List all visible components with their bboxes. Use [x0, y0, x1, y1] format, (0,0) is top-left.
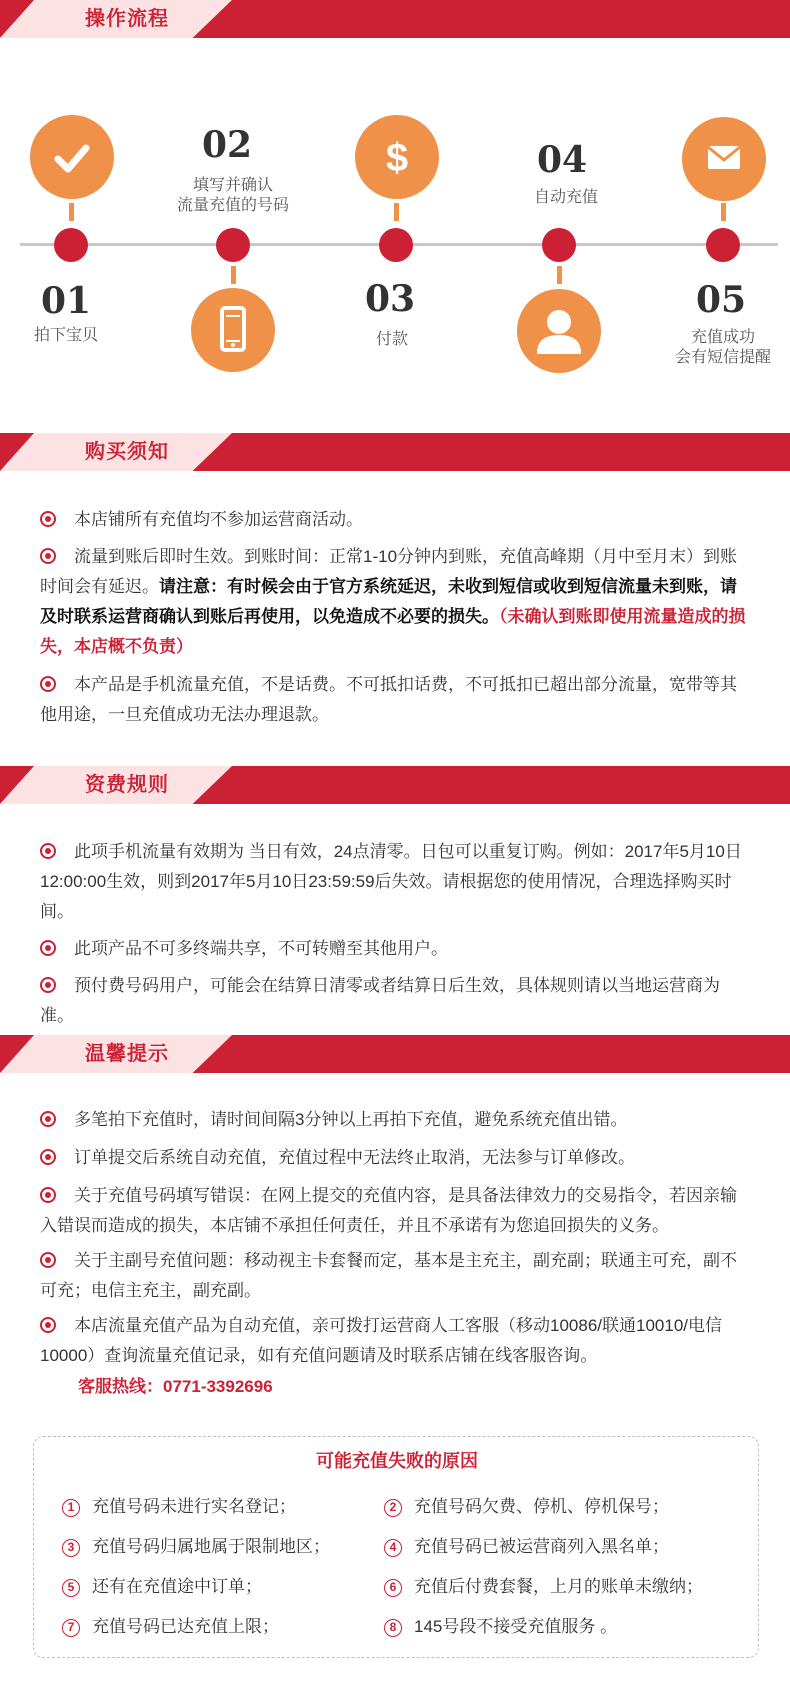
step-label: 付款 — [375, 331, 408, 348]
timeline-dot — [379, 228, 413, 262]
bullet-icon — [40, 1252, 56, 1268]
timeline-dot — [542, 228, 576, 262]
step-label: 填写并确认 — [192, 177, 273, 194]
tips-item: 多笔拍下充值时，请时间间隔3分钟以上再拍下充值，避免系统充值出错。 — [40, 1105, 750, 1135]
step-number: 03 — [364, 278, 416, 320]
bullet-icon — [40, 1111, 56, 1127]
step-label: 拍下宝贝 — [33, 327, 98, 344]
timeline-dot — [216, 228, 250, 262]
bullet-icon — [40, 1149, 56, 1165]
failure-reasons-box — [33, 1436, 759, 1658]
section-title: 温馨提示 — [85, 1043, 169, 1065]
bullet-icon — [40, 1187, 56, 1203]
reason-item: 4 充值号码已被运营商列入黑名单； — [384, 1535, 669, 1559]
step-number: 02 — [201, 124, 253, 166]
bullet-icon — [40, 676, 56, 692]
tips-item: 订单提交后系统自动充值，充值过程中无法终止取消，无法参与订单修改。 — [40, 1143, 750, 1173]
box-title: 可能充值失败的原因 — [316, 1451, 478, 1471]
envelope-icon — [682, 117, 766, 201]
step-label: 流量充值的号码 — [176, 197, 289, 214]
reason-item: 3 充值号码归属地属于限制地区； — [62, 1535, 330, 1559]
step-number: 04 — [536, 139, 588, 181]
phone-icon — [191, 288, 275, 372]
user-icon — [517, 289, 601, 373]
reason-item: 1 充值号码未进行实名登记； — [62, 1495, 296, 1519]
bullet-icon — [40, 511, 56, 527]
check-icon — [30, 115, 114, 199]
section-title: 操作流程 — [85, 8, 169, 30]
bullet-icon — [40, 548, 56, 564]
bullet-icon — [40, 843, 56, 859]
fee-item: 此项产品不可多终端共享，不可转赠至其他用户。 — [40, 934, 750, 964]
notice-item: 本店铺所有充值均不参加运营商活动。 — [40, 505, 750, 535]
reason-item: 2 充值号码欠费、停机、停机保号； — [384, 1495, 669, 1519]
step-label: 自动充值 — [533, 189, 598, 206]
step-label: 充值成功 — [690, 329, 755, 346]
timeline-dot — [54, 228, 88, 262]
timeline-dot — [706, 228, 740, 262]
section-header-tips — [0, 1035, 790, 1073]
step-number: 05 — [695, 279, 747, 321]
section-title: 资费规则 — [85, 774, 169, 796]
bullet-icon — [40, 940, 56, 956]
step-label: 会有短信提醒 — [674, 349, 771, 366]
tips-item: 关于主副号充值问题：移动视主卡套餐而定，基本是主充主，副充副；联通主可充，副不可充；电信主充主，副充副。 — [40, 1251, 737, 1300]
tips-item: 关于充值号码填写错误：在网上提交的充值内容，是具备法律效力的交易指令，若因亲输入错误而造成的损失，本店铺不承担任何责任，并且不承诺有为您追回损失的义务。 — [40, 1186, 737, 1235]
bullet-icon — [40, 1317, 56, 1333]
hotline-text: 客服热线：0771-3392696 — [78, 1377, 273, 1396]
section-header-fee — [0, 766, 790, 804]
bullet-icon — [40, 977, 56, 993]
reason-item: 5 还有在充值途中订单； — [62, 1575, 262, 1599]
notice-item: 本产品是手机流量充值，不是话费。不可抵扣话费，不可抵扣已超出部分流量，宽带等其他用途，一旦充值成功无法办理退款。 — [40, 675, 737, 724]
reason-item: 8 145号段不接受充值服务 。 — [384, 1615, 617, 1639]
fee-item: 预付费号码用户，可能会在结算日清零或者结算日后生效，具体规则请以当地运营商为准。 — [40, 976, 720, 1025]
fee-item: 此项手机流量有效期为 当日有效，24点清零。日包可以重复订购。例如：2017年5月10日12:00:00生效，则到2017年5月10日23:59:59后失效。请根据您的使用情况，合理选择购买时间。 — [40, 842, 742, 921]
tips-item: 本店流量充值产品为自动充值，亲可拨打运营商人工客服（移动10086/联通10010/电信10000）查询流量充值记录，如有充值问题请及时联系店铺在线客服咨询。 — [40, 1316, 722, 1365]
svg-text:$: $ — [385, 136, 409, 180]
reason-item: 6 充值后付费套餐，上月的账单未缴纳； — [384, 1575, 703, 1599]
reason-item: 7 充值号码已达充值上限； — [62, 1615, 279, 1639]
step-number: 01 — [40, 280, 92, 322]
section-header-process — [0, 0, 790, 38]
section-header-notice — [0, 433, 790, 471]
notice-item: 流量到账后即时生效。到账时间：正常1-10分钟内到账，充值高峰期（月中至月末）到账时间会有延迟。请注意：有时候会由于官方系统延迟，未收到短信或收到短信流量未到账，请及时联系运营商确认到账后再使用，以免造成不必要的损失。（未确认到账即使用流量造成的损失，本店概不负责） — [40, 547, 746, 656]
dollar-icon — [355, 115, 439, 199]
section-title: 购买须知 — [85, 441, 169, 463]
